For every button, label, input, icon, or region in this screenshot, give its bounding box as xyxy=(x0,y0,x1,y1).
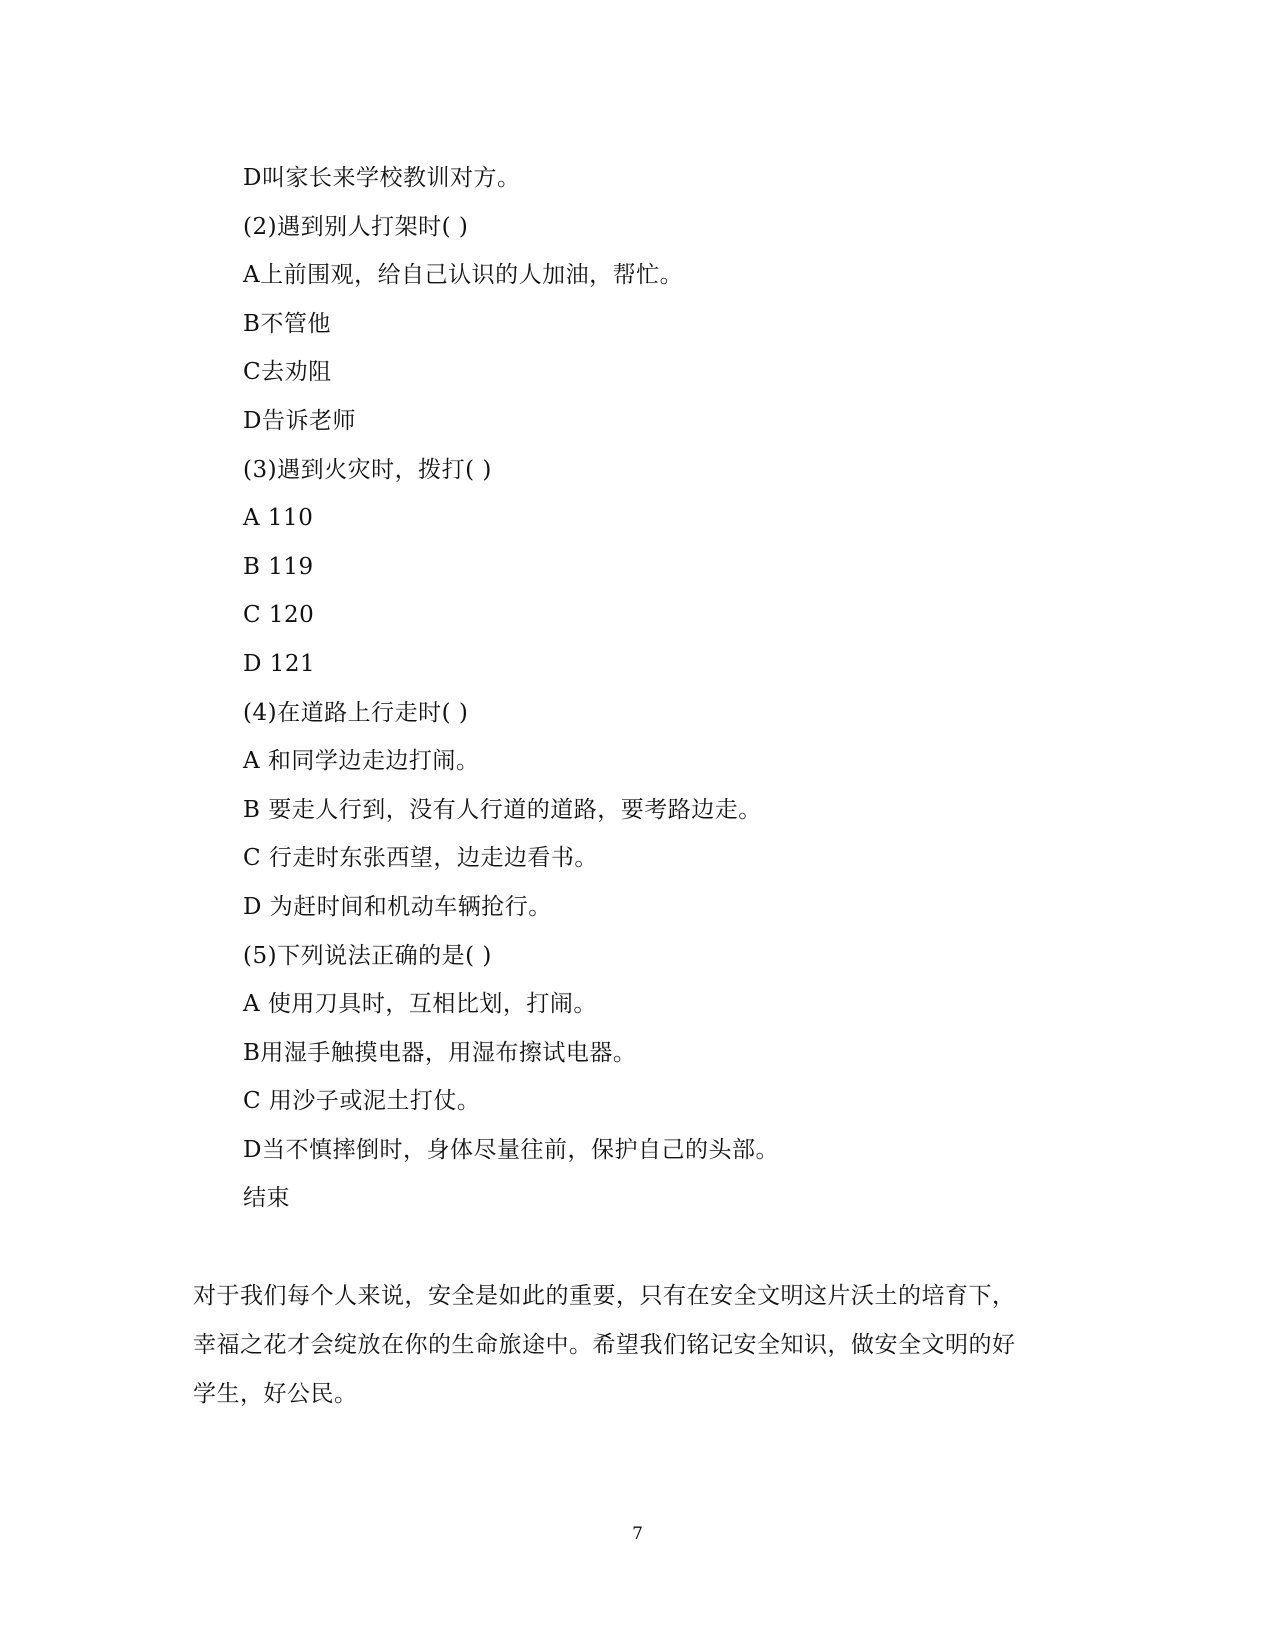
quiz-line-option-d-q5: D当不慎摔倒时，身体尽量往前，保护自己的头部。 xyxy=(243,1136,779,1163)
quiz-line-option-d-q4: D 为赶时间和机动车辆抢行。 xyxy=(243,893,552,920)
quiz-line-option-b-q3: B 119 xyxy=(243,553,314,580)
quiz-line-option-d-q1: D叫家长来学校教训对方。 xyxy=(243,165,521,191)
quiz-line-option-c-q2: C去劝阻 xyxy=(243,359,332,386)
closing-line-2: 幸福之花才会绽放在你的生命旅途中。希望我们铭记安全知识，做安全文明的好 xyxy=(193,1332,1016,1358)
quiz-line-option-a-q4: A 和同学边走边打闹。 xyxy=(243,748,480,775)
quiz-line-option-d-q3: D 121 xyxy=(243,650,316,677)
quiz-question-2: (2)遇到别人打架时( ) xyxy=(243,213,469,240)
quiz-question-4: (4)在道路上行走时( ) xyxy=(243,699,469,726)
quiz-line-option-c-q4: C 行走时东张西望，边走边看书。 xyxy=(243,845,598,872)
page-number: 7 xyxy=(632,1524,643,1544)
quiz-line-option-b-q5: B用湿手触摸电器，用湿布擦试电器。 xyxy=(243,1039,637,1066)
quiz-questions xyxy=(243,154,1143,1223)
closing-line-3: 学生，好公民。 xyxy=(193,1381,358,1407)
quiz-line-option-c-q5: C 用沙子或泥土打仗。 xyxy=(243,1088,481,1115)
quiz-line-option-a-q2: A上前围观，给自己认识的人加油，帮忙。 xyxy=(243,262,684,289)
closing-line-1: 对于我们每个人来说，安全是如此的重要，只有在安全文明这片沃土的培育下， xyxy=(193,1283,1016,1309)
quiz-line-option-b-q4: B 要走人行到，没有人行道的道路，要考路边走。 xyxy=(243,796,762,823)
quiz-line-option-d-q2: D告诉老师 xyxy=(243,407,356,434)
quiz-line-option-c-q3: C 120 xyxy=(243,602,315,629)
quiz-end-label: 结束 xyxy=(243,1185,290,1212)
quiz-line-option-a-q3: A 110 xyxy=(243,505,314,532)
quiz-line-option-b-q2: B不管他 xyxy=(243,310,331,337)
quiz-line-option-a-q5: A 使用刀具时，互相比划，打闹。 xyxy=(243,991,597,1018)
quiz-question-3: (3)遇到火灾时，拨打( ) xyxy=(243,456,492,483)
closing-paragraph xyxy=(193,1272,1093,1419)
quiz-question-5: (5)下列说法正确的是( ) xyxy=(243,942,492,969)
